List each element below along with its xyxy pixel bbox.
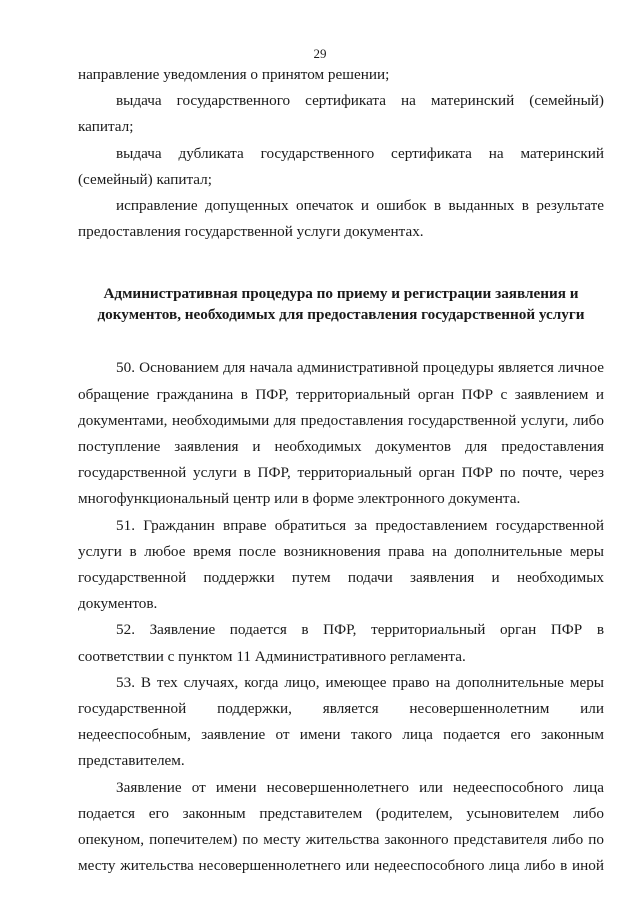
paragraph-representative: Заявление от имени несовершеннолетнего или недееспособного лица подается его законным представителем (родителем, усыновителем либо опекуном, попечителем) по месту жительства законного представителя либо по месту жительства несовершеннолетнего или недееспособного лица либо в иной bbox=[78, 778, 604, 875]
paragraph-53: 53. В тех случаях, когда лицо, имеющее право на дополнительные меры государственной поддержки, является несовершеннолетним или недееспособным, заявление от имени такого лица подается его законным представителем. bbox=[78, 673, 604, 770]
paragraph-typo-correction: исправление допущенных опечаток и ошибок в выданных в результате предоставления государственной услуги документах. bbox=[78, 197, 604, 241]
section-heading-line-2: документов, необходимых для предоставления государственной услуги bbox=[97, 306, 585, 324]
paragraph-50: 50. Основанием для начала административной процедуры является личное обращение гражданина в ПФР, территориальный орган ПФР с заявлением и документами, необходимыми для предоставления государственной услуги, либо поступление заявления и необходимых документов для предоставления государственной услуги в ПФР, территориальный орган ПФР по почте, через многофункциональный центр или в форме электронного документа. bbox=[78, 359, 604, 508]
page-number: 29 bbox=[313, 46, 327, 61]
paragraph-52: 52. Заявление подается в ПФР, территориальный орган ПФР в соответствии с пунктом 11 Административного регламента. bbox=[78, 621, 604, 665]
section-heading bbox=[78, 283, 604, 325]
paragraph-certificate-issue: выдача государственного сертификата на материнский (семейный) капитал; bbox=[78, 92, 604, 136]
section-heading-line-1: Административная процедура по приему и регистрации заявления и bbox=[103, 285, 579, 303]
paragraph-notification: направление уведомления о принятом решении; bbox=[78, 66, 390, 83]
paragraph-duplicate-issue: выдача дубликата государственного сертификата на материнский (семейный) капитал; bbox=[78, 144, 604, 188]
document-body bbox=[78, 62, 604, 879]
paragraph-51: 51. Гражданин вправе обратиться за предоставлением государственной услуги в любое время после возникновения права на дополнительные меры государственной поддержки путем подачи заявления и необходимых документов. bbox=[78, 516, 604, 613]
